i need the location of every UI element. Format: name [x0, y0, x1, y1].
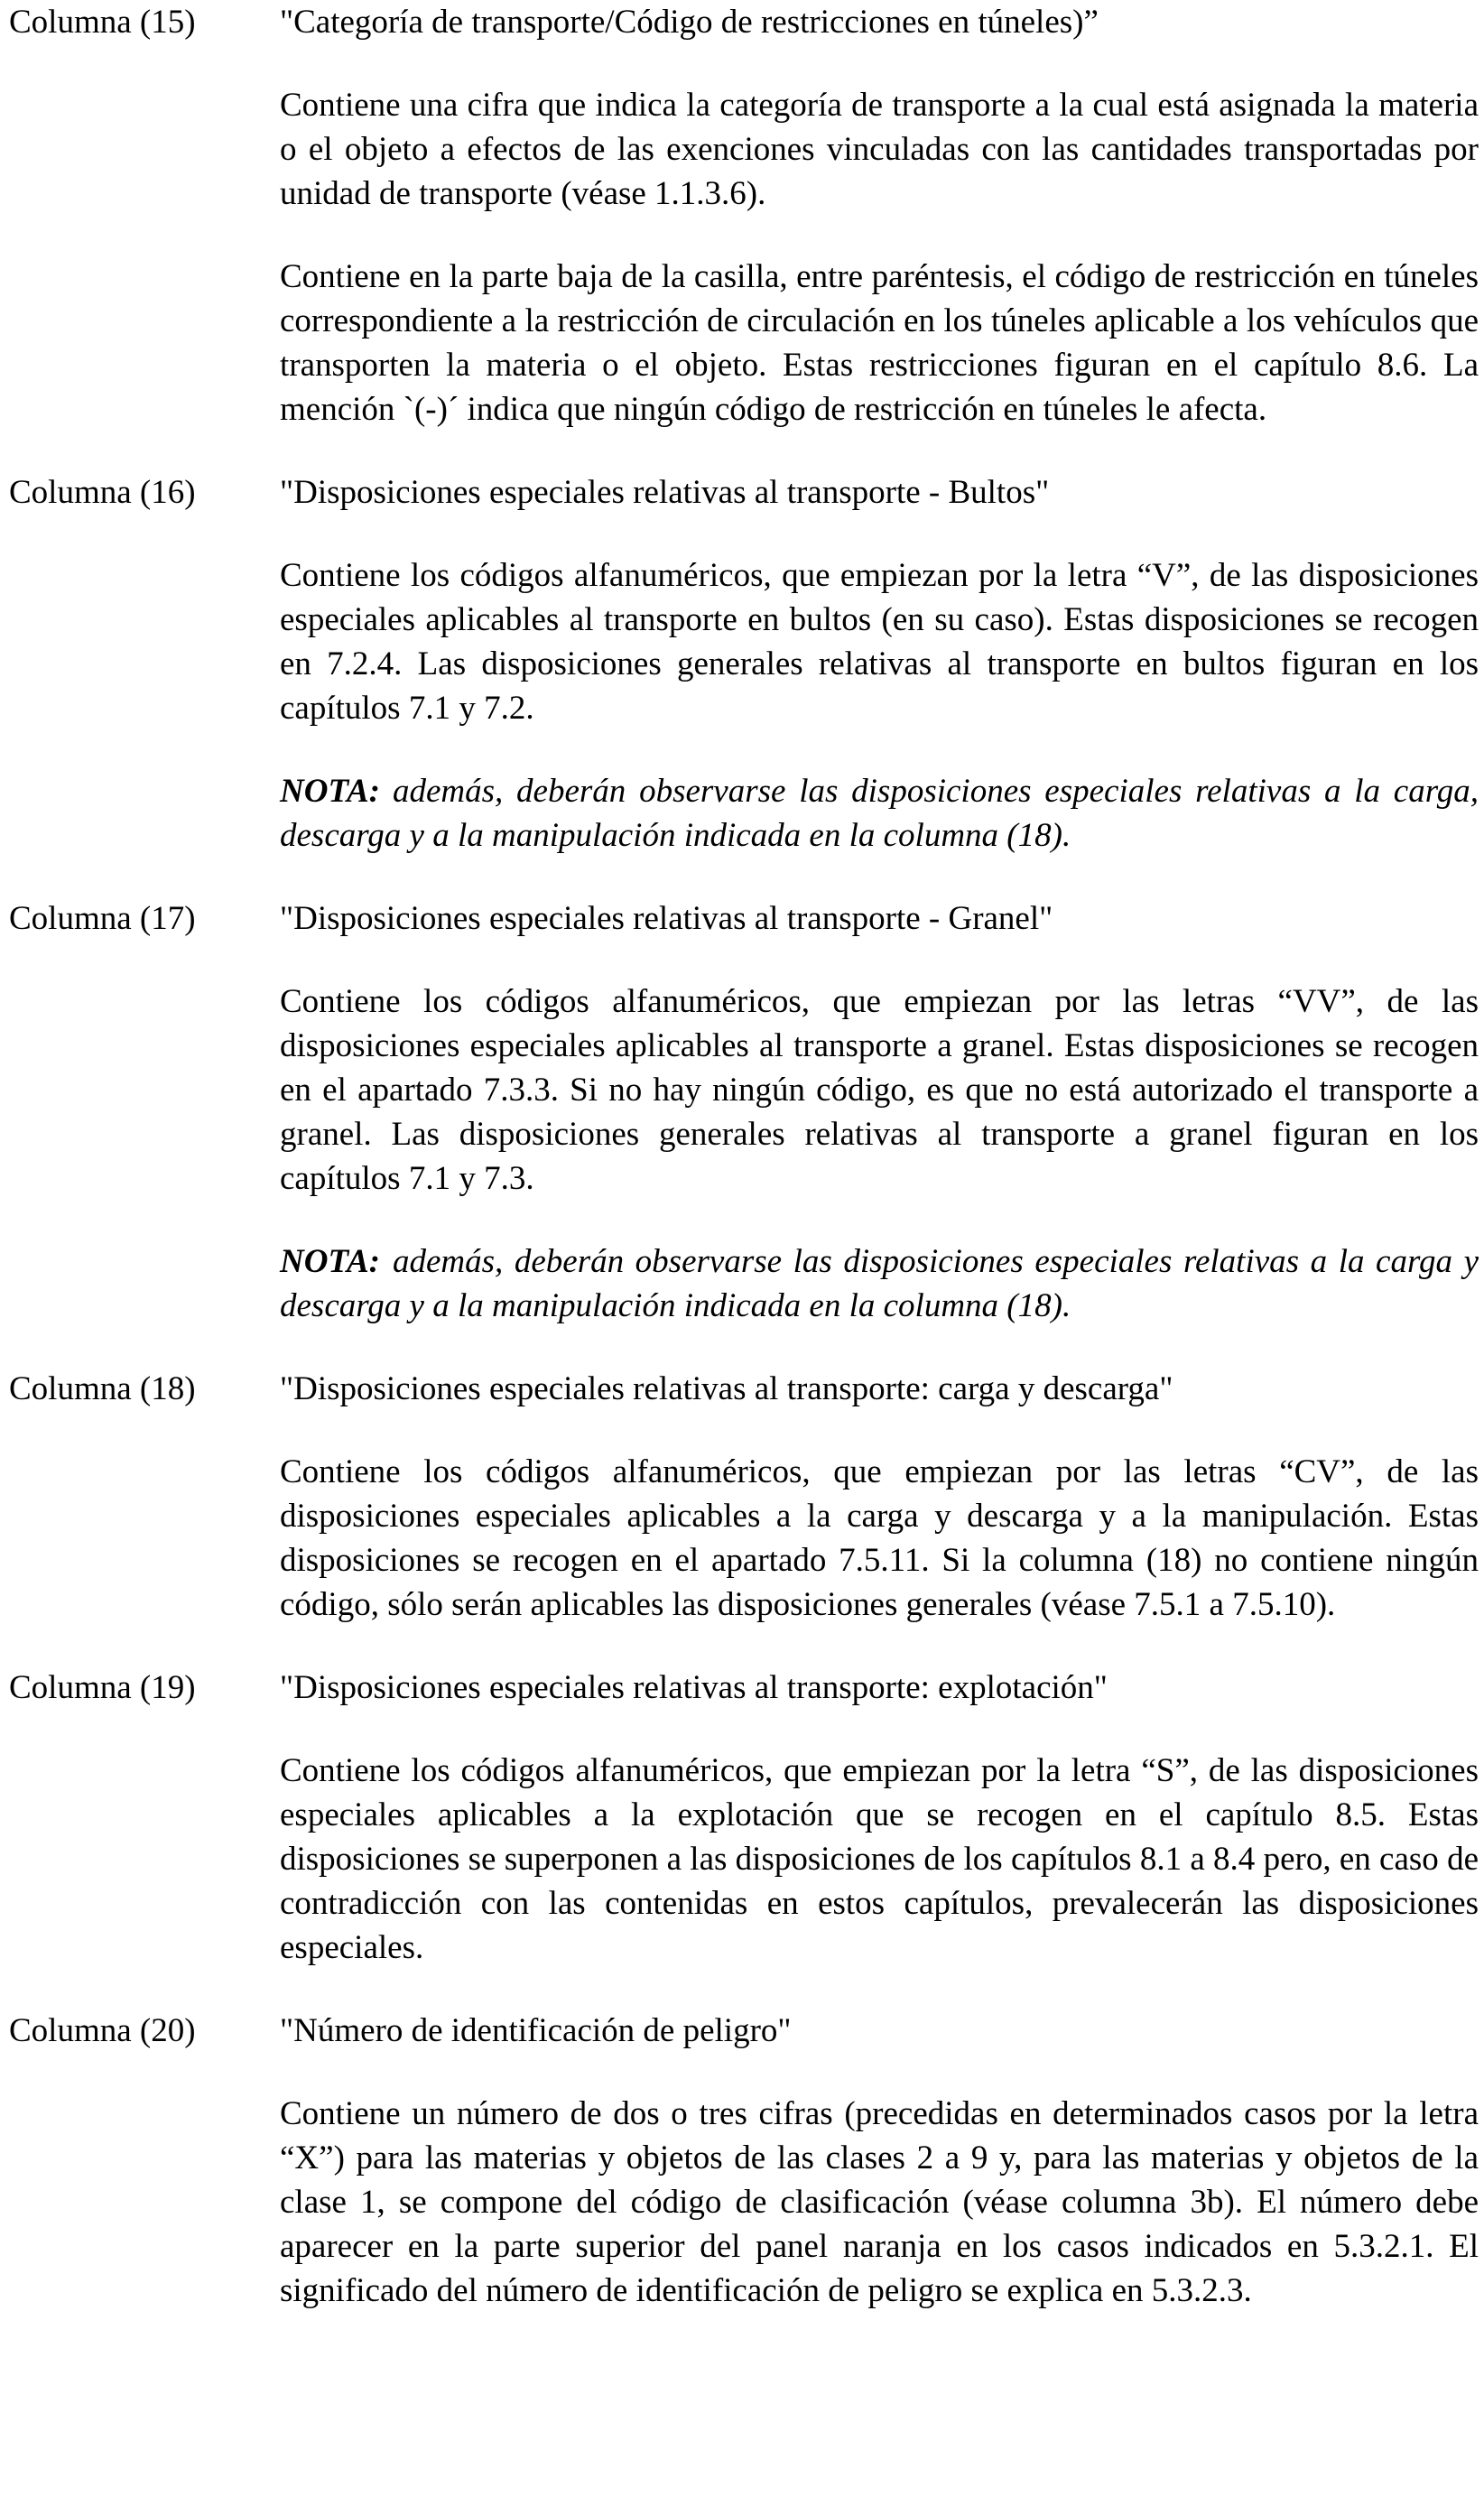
column-label: Columna (19) [9, 1669, 196, 1706]
column-heading: "Disposiciones especiales relativas al transporte - Granel" [280, 900, 1053, 937]
note-label: NOTA: [280, 1243, 380, 1280]
document-page [9, 0, 1479, 2313]
column-description [280, 1666, 1479, 1970]
column-19-entry [9, 1666, 1479, 1970]
column-description [280, 896, 1479, 1328]
note-text: además, deberán observarse las disposiciones especiales relativas a la carga y descarga y a la manipulación indicada en la columna (18). [280, 1243, 1479, 1324]
column-label: Columna (20) [9, 2012, 196, 2049]
column-20-entry [9, 2009, 1479, 2313]
column-heading: "Categoría de transporte/Código de restricciones en túneles)” [280, 4, 1099, 41]
column-description [280, 1367, 1479, 1627]
description-paragraph: Contiene los códigos alfanuméricos, que empiezan por la letra “S”, de las disposiciones especiales aplicables a la explotación que se recogen en el capítulo 8.5. Estas disposiciones se superponen a las disposiciones de los capítulos 8.1 a 8.4 pero, en caso de contradicción con las contenidas en estos capítulos, prevalecerán las disposiciones especiales. [280, 1752, 1479, 1966]
description-paragraph: Contiene los códigos alfanuméricos, que empiezan por las letras “CV”, de las disposiciones especiales aplicables a la carga y descarga y a la manipulación. Estas disposiciones se recogen en el apartado 7.5.11. Si la columna (18) no contiene ningún código, sólo serán aplicables las disposiciones generales (véase 7.5.1 a 7.5.10). [280, 1453, 1479, 1623]
note-paragraph [280, 1239, 1479, 1328]
column-label: Columna (18) [9, 1370, 196, 1407]
description-paragraph: Contiene los códigos alfanuméricos, que empiezan por la letra “V”, de las disposiciones especiales aplicables al transporte en bultos (en su caso). Estas disposiciones se recogen en 7.2.4. Las disposiciones generales relativas al transporte en bultos figuran en los capítulos 7.1 y 7.2. [280, 557, 1479, 727]
column-18-entry [9, 1367, 1479, 1627]
column-heading: "Disposiciones especiales relativas al transporte: explotación" [280, 1669, 1108, 1706]
description-paragraph: Contiene en la parte baja de la casilla, entre paréntesis, el código de restricción en túneles correspondiente a la restricción de circulación en los túneles aplicable a los vehículos que transporten la materia o el objeto. Estas restricciones figuran en el capítulo 8.6. La mención `(-)´ indica que ningún código de restricción en túneles le afecta. [280, 258, 1479, 428]
column-label: Columna (15) [9, 4, 196, 41]
column-heading: "Disposiciones especiales relativas al transporte: carga y descarga" [280, 1370, 1173, 1407]
note-label: NOTA: [280, 773, 380, 810]
column-heading: "Disposiciones especiales relativas al transporte - Bultos" [280, 474, 1050, 511]
description-paragraph: Contiene un número de dos o tres cifras (precedidas en determinados casos por la letra “X”) para las materias y objetos de las clases 2 a 9 y, para las materias y objetos de la clase 1, se compone del código de clasificación (véase columna 3b). El número debe aparecer en la parte superior del panel naranja en los casos indicados en 5.3.2.1. El significado del número de identificación de peligro se explica en 5.3.2.3. [280, 2095, 1479, 2309]
column-15-entry [9, 0, 1479, 432]
description-paragraph: Contiene una cifra que indica la categoría de transporte a la cual está asignada la materia o el objeto a efectos de las exenciones vinculadas con las cantidades transportadas por unidad de transporte (véase 1.1.3.6). [280, 87, 1479, 212]
column-17-entry [9, 896, 1479, 1328]
note-paragraph [280, 769, 1479, 858]
column-heading: "Número de identificación de peligro" [280, 2012, 792, 2049]
note-text: además, deberán observarse las disposiciones especiales relativas a la carga, descarga y a la manipulación indicada en la columna (18). [280, 773, 1479, 854]
column-description [280, 2009, 1479, 2313]
column-description [280, 0, 1479, 432]
column-16-entry [9, 470, 1479, 858]
column-label: Columna (16) [9, 474, 196, 511]
column-description [280, 470, 1479, 858]
column-label: Columna (17) [9, 900, 196, 937]
description-paragraph: Contiene los códigos alfanuméricos, que empiezan por las letras “VV”, de las disposiciones especiales aplicables al transporte a granel. Estas disposiciones se recogen en el apartado 7.3.3. Si no hay ningún código, es que no está autorizado el transporte a granel. Las disposiciones generales relativas al transporte a granel figuran en los capítulos 7.1 y 7.3. [280, 983, 1479, 1197]
